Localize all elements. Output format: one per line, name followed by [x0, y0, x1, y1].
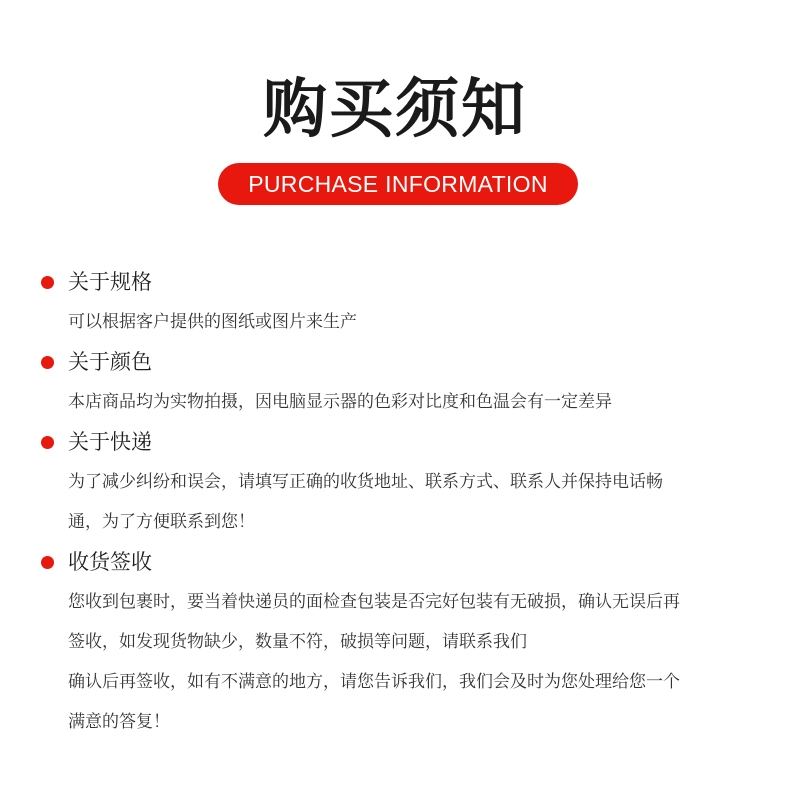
section-delivery	[0, 422, 790, 542]
subtitle-badge: PURCHASE INFORMATION	[218, 163, 578, 205]
info-sections	[0, 262, 790, 742]
page-title: 购买须知	[263, 73, 527, 147]
section-heading	[0, 342, 790, 382]
section-heading	[0, 542, 790, 582]
section-heading	[0, 422, 790, 462]
section-body	[0, 582, 758, 742]
section-body	[0, 302, 758, 342]
bullet-dot-icon	[41, 356, 54, 369]
section-heading-label: 关于规格	[68, 270, 152, 294]
section-heading-label: 收货签收	[68, 550, 152, 574]
section-body-line: 您收到包裹时，要当着快递员的面检查包装是否完好包装有无破损，确认无误后再	[68, 592, 680, 612]
section-body-line: 通，为了方便联系到您！	[68, 512, 255, 532]
bullet-dot-icon	[41, 556, 54, 569]
section-heading	[0, 262, 790, 302]
section-body-line: 签收，如发现货物缺少，数量不符，破损等问题，请联系我们	[68, 632, 527, 652]
section-body	[0, 462, 758, 542]
section-receipt	[0, 542, 790, 742]
section-body-line: 可以根据客户提供的图纸或图片来生产	[68, 312, 357, 332]
section-body-line: 确认后再签收，如有不满意的地方，请您告诉我们，我们会及时为您处理给您一个	[68, 672, 680, 692]
section-specification	[0, 262, 790, 342]
section-body-line: 本店商品均为实物拍摄，因电脑显示器的色彩对比度和色温会有一定差异	[68, 392, 612, 412]
section-heading-label: 关于快递	[68, 430, 152, 454]
section-body-line: 满意的答复！	[68, 712, 170, 732]
section-color	[0, 342, 790, 422]
section-body-line: 为了减少纠纷和误会，请填写正确的收货地址、联系方式、联系人并保持电话畅	[68, 472, 663, 492]
bullet-dot-icon	[41, 436, 54, 449]
section-body	[0, 382, 758, 422]
section-heading-label: 关于颜色	[68, 350, 152, 374]
bullet-dot-icon	[41, 276, 54, 289]
